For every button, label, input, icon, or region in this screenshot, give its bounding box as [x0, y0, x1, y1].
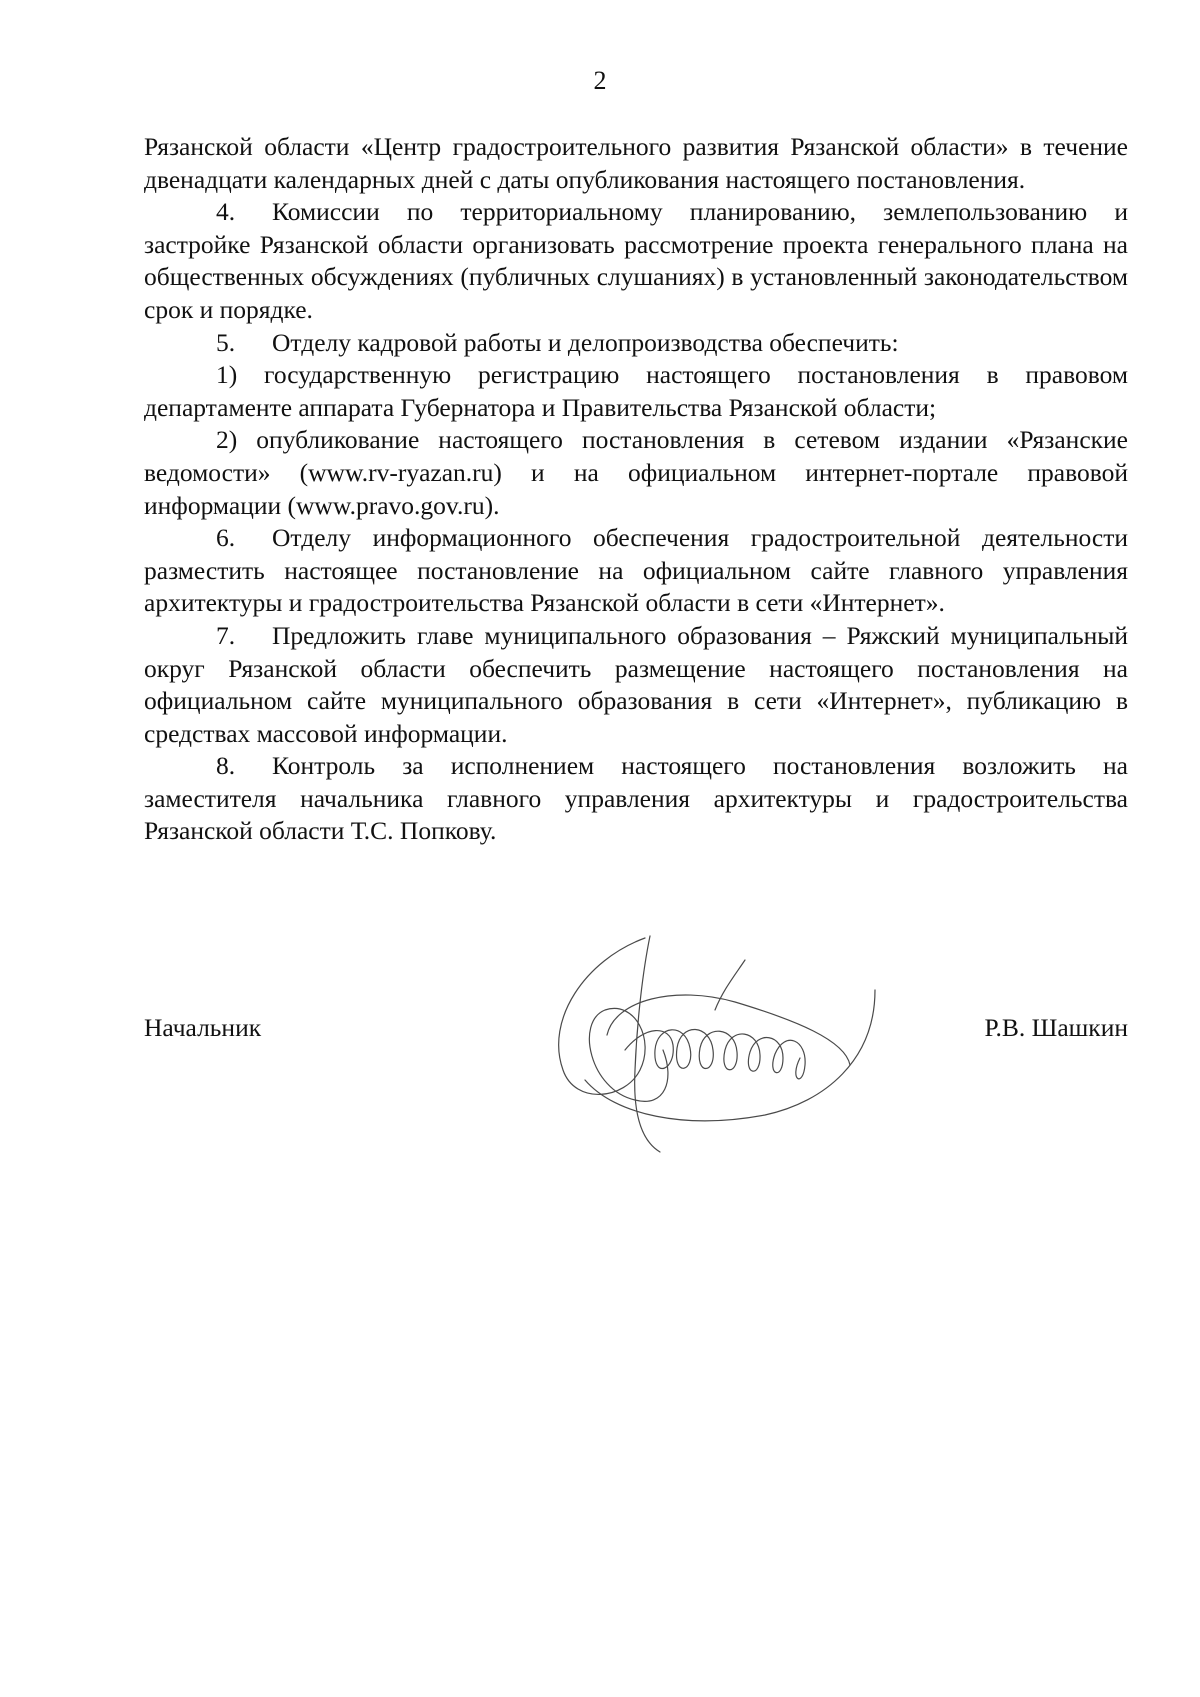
- paragraph-item-5: [144, 327, 1128, 360]
- paragraph-text: Контроль за исполнением настоящего постановления возложить на заместителя начальника главного управления архитектуры и градостроительства Рязанской области Т.С. Попкову.: [144, 751, 1128, 846]
- paragraph-item-8: [144, 750, 1128, 848]
- item-number: 6.: [216, 523, 236, 553]
- paragraph-item-7: [144, 620, 1128, 750]
- signer-position: Начальник: [144, 1013, 262, 1042]
- paragraph-text: Рязанской области «Центр градостроительного развития Рязанской области» в течение двенадцати календарных дней с даты опубликования настоящего постановления.: [144, 132, 1128, 194]
- item-number: 4.: [216, 197, 236, 227]
- paragraph-text: Предложить главе муниципального образования – Ряжский муниципальный округ Рязанской области обеспечить размещение настоящего постановления на официальном сайте муниципального образования в сети «Интернет», публикацию в средствах массовой информации.: [144, 620, 1128, 748]
- paragraph-item-4: [144, 196, 1128, 326]
- paragraph-item-6: [144, 522, 1128, 620]
- paragraph-subitem-1: [144, 359, 1128, 424]
- signer-name: Р.В. Шашкин: [984, 1013, 1128, 1042]
- item-number: 7.: [216, 620, 236, 650]
- document-body: [144, 131, 1128, 848]
- paragraph-subitem-2: [144, 424, 1128, 522]
- paragraph-text: Комиссии по территориальному планированию, землепользованию и застройке Рязанской области организовать рассмотрение проекта генерального плана на общественных обсуждениях (публичных слушаниях) в установленный законодательством срок и порядке.: [144, 197, 1128, 324]
- signature-block: [144, 1012, 1128, 1052]
- paragraph-continuation: [144, 131, 1128, 196]
- paragraph-text: 2) опубликование настоящего постановления в сетевом издании «Рязанские ведомости» (www.rv-ryazan.ru) и на официальном интернет-портале правовой информации (www.pravo.gov.ru).: [144, 425, 1128, 520]
- paragraph-text: Отделу кадровой работы и делопроизводства обеспечить:: [272, 327, 899, 357]
- paragraph-text: 1) государственную регистрацию настоящего постановления в правовом департаменте аппарата Губернатора и Правительства Рязанской области;: [144, 360, 1128, 422]
- paragraph-text: Отделу информационного обеспечения градостроительной деятельности разместить настоящее постановление на официальном сайте главного управления архитектуры и градостроительства Рязанской области в сети «Интернет».: [144, 523, 1128, 618]
- item-number: 8.: [216, 751, 236, 781]
- item-number: 5.: [216, 327, 236, 357]
- page-number: 2: [593, 66, 607, 95]
